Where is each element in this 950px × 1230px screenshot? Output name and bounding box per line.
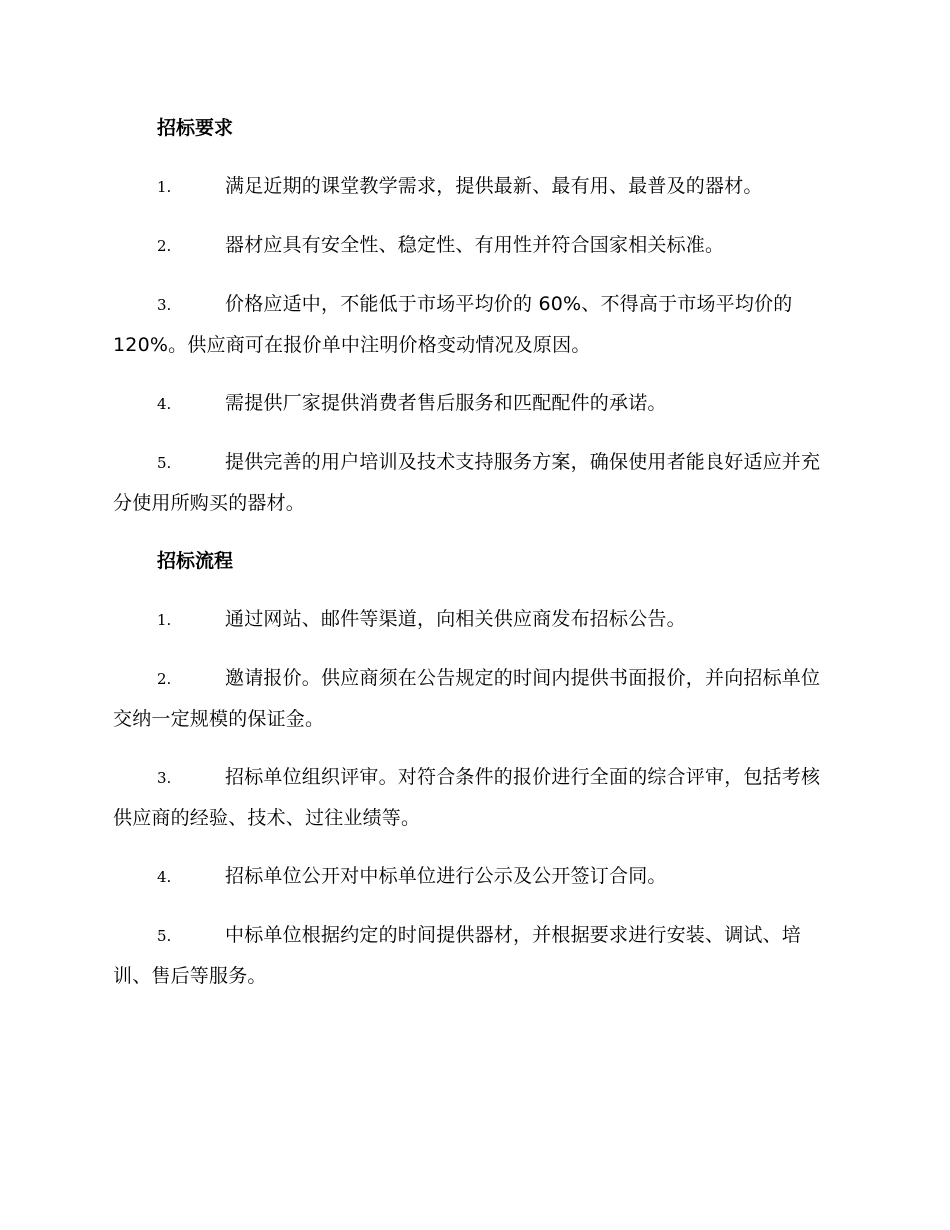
list-item-text: 价格应适中，不能低于市场平均价的 60%、不得高于市场平均价的 120%。供应商可在报价单中注明价格变动情况及原因。 — [113, 293, 793, 356]
list-item-number: 4. — [157, 868, 172, 886]
list-item — [113, 383, 838, 424]
list-item — [113, 442, 838, 523]
list-item-number: 1. — [157, 178, 172, 196]
list-item-text: 满足近期的课堂教学需求，提供最新、最有用、最普及的器材。 — [225, 175, 763, 197]
list-item — [113, 658, 838, 739]
list-item-text: 招标单位组织评审。对符合条件的报价进行全面的综合评审，包括考核供应商的经验、技术、过往业绩等。 — [113, 766, 821, 829]
list-item-number: 4. — [157, 395, 172, 413]
list-item-text: 需提供厂家提供消费者售后服务和匹配配件的承诺。 — [225, 392, 667, 414]
list-item-number: 5. — [157, 454, 172, 472]
list-item-number: 2. — [157, 237, 172, 255]
section-title-requirements: 招标要求 — [157, 117, 234, 139]
list-item-number: 3. — [157, 769, 172, 787]
list-item — [113, 856, 838, 897]
document-body — [113, 108, 838, 1014]
list-item-text: 通过网站、邮件等渠道，向相关供应商发布招标公告。 — [225, 608, 686, 630]
list-item-text: 提供完善的用户培训及技术支持服务方案，确保使用者能良好适应并充分使用所购买的器材。 — [113, 451, 821, 514]
list-item — [113, 757, 838, 838]
list-item — [113, 915, 838, 996]
list-item-number: 5. — [157, 927, 172, 945]
list-item-text: 招标单位公开对中标单位进行公示及公开签订合同。 — [225, 865, 667, 887]
list-item — [113, 284, 838, 365]
list-item-text: 器材应具有安全性、稳定性、有用性并符合国家相关标准。 — [225, 234, 725, 256]
list-item-text: 邀请报价。供应商须在公告规定的时间内提供书面报价，并向招标单位交纳一定规模的保证金。 — [113, 667, 821, 730]
list-item — [113, 225, 838, 266]
list-item-number: 3. — [157, 296, 172, 314]
section-title-process: 招标流程 — [157, 550, 234, 572]
list-item — [113, 166, 838, 207]
list-item-text: 中标单位根据约定的时间提供器材，并根据要求进行安装、调试、培训、售后等服务。 — [113, 924, 802, 987]
list-item-number: 2. — [157, 670, 172, 688]
list-item — [113, 599, 838, 640]
list-item-number: 1. — [157, 611, 172, 629]
